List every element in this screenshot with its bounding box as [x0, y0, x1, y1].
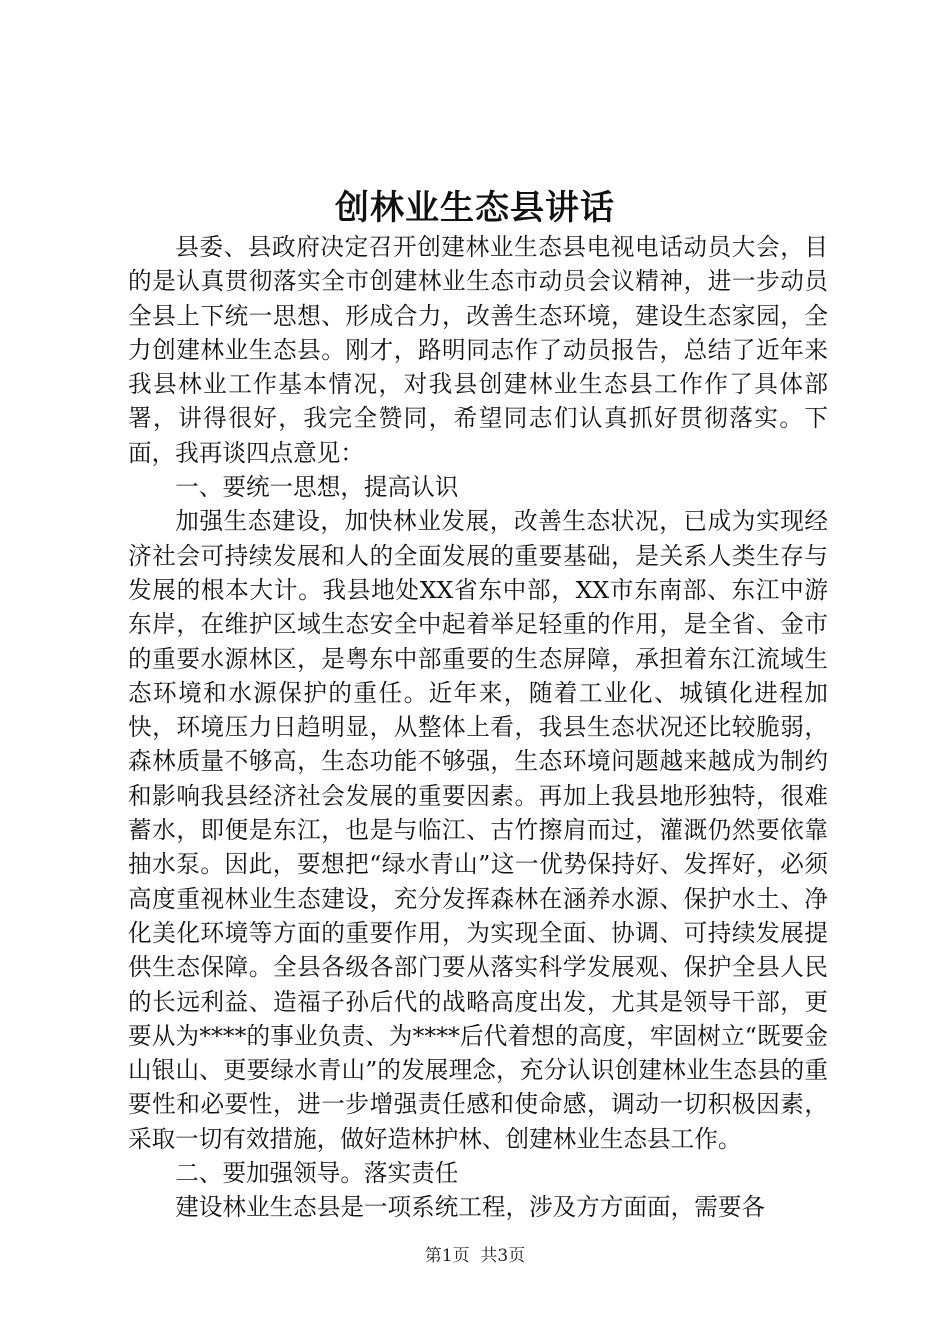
- footer-separator: [470, 1246, 481, 1266]
- document-title: 创林业生态县讲话: [335, 188, 615, 228]
- document-body: [128, 230, 828, 1225]
- section-heading-1: 一、要统一思想，提高认识: [175, 473, 459, 502]
- section-heading-2: 二、要加强领导。落实责任: [175, 1159, 459, 1188]
- page-footer: [0, 1244, 950, 1268]
- page-number: 第1页: [424, 1246, 470, 1266]
- paragraph-section-2: 建设林业生态县是一项系统工程，涉及方方面面，需要各: [175, 1193, 766, 1222]
- page-total: 共3页: [480, 1246, 526, 1266]
- paragraph-intro: 县委、县政府决定召开创建林业生态县电视电话动员大会，目的是认真贯彻落实全市创建林业生态市动员会议精神，进一步动员全县上下统一思想、形成合力，改善生态环境，建设生态家园，全力创建林业生态县。刚才，路明同志作了动员报告，总结了近年来我县林业工作基本情况，对我县创建林业生态县工作作了具体部署，讲得很好，我完全赞同，希望同志们认真抓好贯彻落实。下面，我再谈四点意见：: [128, 233, 828, 467]
- paragraph-section-1: 加强生态建设，加快林业发展，改善生态状况，已成为实现经济社会可持续发展和人的全面发展的重要基础，是关系人类生存与发展的根本大计。我县地处XX省东中部，XX市东南部、东江中游东岸，在维护区域生态安全中起着举足轻重的作用，是全省、金市的重要水源林区，是粤东中部重要的生态屏障，承担着东江流域生态环境和水源保护的重任。近年来，随着工业化、城镇化进程加快，环境压力日趋明显，从整体上看，我县生态状况还比较脆弱，森林质量不够高，生态功能不够强，生态环境问题越来越成为制约和影响我县经济社会发展的重要因素。再加上我县地形独特，很难蓄水，即便是东江，也是与临江、古竹擦肩而过，灌溉仍然要依靠抽水泵。因此，要想把“绿水青山”这一优势保持好、发挥好，必须高度重视林业生态建设，充分发挥森林在涵养水源、保护水土、净化美化环境等方面的重要作用，为实现全面、协调、可持续发展提供生态保障。全县各级各部门要从落实科学发展观、保护全县人民的长远利益、造福子孙后代的战略高度出发，尤其是领导干部，更要从为****的事业负责、为****后代着想的高度，牢固树立“既要金山银山、更要绿水青山”的发展理念，充分认识创建林业生态县的重要性和必要性，进一步增强责任感和使命感，调动一切积极因素，采取一切有效措施，做好造林护林、创建林业生态县工作。: [128, 507, 828, 1153]
